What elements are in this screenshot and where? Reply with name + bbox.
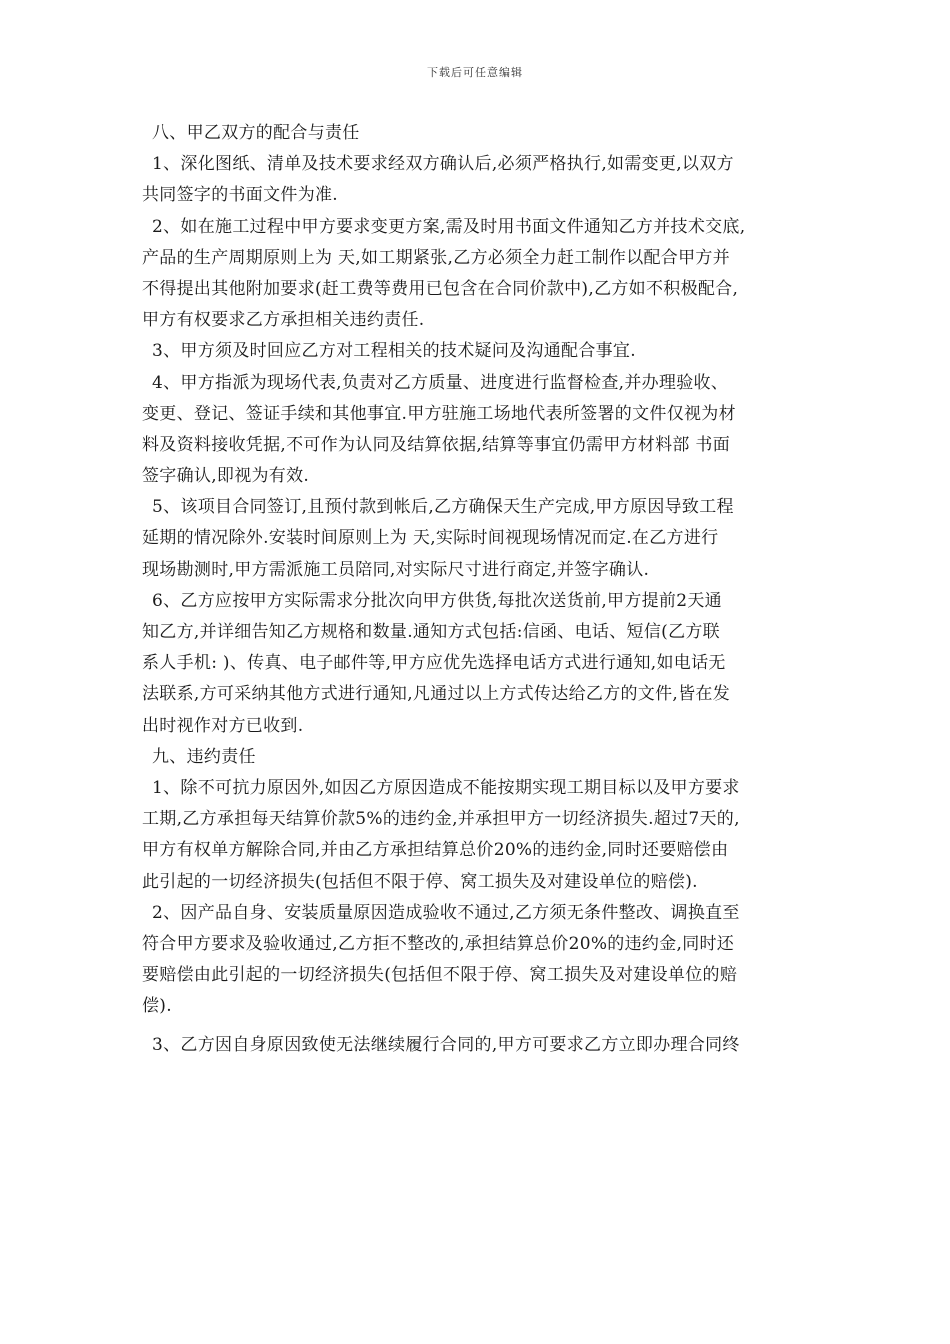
clause-line: 3、甲方须及时回应乙方对工程相关的技术疑问及沟通配合事宜. (152, 341, 636, 362)
clause-line: 5、该项目合同签订,且预付款到帐后,乙方确保天生产完成,甲方原因导致工程 (152, 497, 734, 518)
clause-line: 法联系,方可采纳其他方式进行通知,凡通过以上方式传达给乙方的文件,皆在发 (142, 684, 731, 705)
clause-line: 签字确认,即视为有效. (142, 466, 310, 487)
document-body (142, 118, 822, 1062)
clause-line: 2、如在施工过程中甲方要求变更方案,需及时用书面文件通知乙方并技术交底, (152, 216, 746, 237)
clause-line: 1、深化图纸、清单及技术要求经双方确认后,必须严格执行,如需变更,以双方 (152, 154, 734, 175)
clause-line: 甲方有权要求乙方承担相关违约责任. (142, 310, 425, 331)
clause-line: 变更、登记、签证手续和其他事宜.甲方驻施工场地代表所签署的文件仅视为材 (142, 403, 736, 424)
clause-line: 出时视作对方已收到. (142, 715, 304, 736)
section-heading: 八、甲乙双方的配合与责任 (152, 123, 360, 143)
clause-line: 偿). (142, 996, 172, 1017)
clause-line: 料及资料接收凭据,不可作为认同及结算依据,结算等事宜仍需甲方材料部 书面 (142, 434, 731, 455)
clause-line: 此引起的一切经济损失(包括但不限于停、窝工损失及对建设单位的赔偿). (142, 871, 698, 892)
clause-line: 现场勘测时,甲方需派施工员陪同,对实际尺寸进行商定,并签字确认. (142, 559, 650, 580)
clause-line: 3、乙方因自身原因致使无法继续履行合同的,甲方可要求乙方立即办理合同终 (152, 1035, 740, 1056)
clause-line: 要赔偿由此引起的一切经济损失(包括但不限于停、窝工损失及对建设单位的赔 (142, 965, 738, 986)
clause-line: 4、甲方指派为现场代表,负责对乙方质量、进度进行监督检查,并办理验收、 (152, 372, 729, 393)
clause-line: 6、乙方应按甲方实际需求分批次向甲方供货,每批次送货前,甲方提前2天通 (152, 590, 722, 611)
clause-line: 1、除不可抗力原因外,如因乙方原因造成不能按期实现工期目标以及甲方要求 (152, 777, 740, 798)
clause-line: 2、因产品自身、安装质量原因造成验收不通过,乙方须无条件整改、调换直至 (152, 902, 740, 923)
clause-line: 工期,乙方承担每天结算价款5%的违约金,并承担甲方一切经济损失.超过7天的, (142, 809, 740, 830)
clause-line: 不得提出其他附加要求(赶工费等费用已包含在合同价款中),乙方如不积极配合, (142, 278, 739, 299)
clause-line: 甲方有权单方解除合同,并由乙方承担结算总价20%的违约金,同时还要赔偿由 (142, 840, 729, 861)
clause-line: 延期的情况除外.安装时间原则上为 天,实际时间视现场情况而定.在乙方进行 (142, 528, 719, 549)
clause-line: 符合甲方要求及验收通过,乙方拒不整改的,承担结算总价20%的违约金,同时还 (142, 933, 735, 954)
clause-line: 产品的生产周期原则上为 天,如工期紧张,乙方必须全力赶工制作以配合甲方并 (142, 247, 731, 268)
clause-line: 共同签字的书面文件为准. (142, 185, 339, 206)
page-header-note: 下载后可任意编辑 (427, 66, 523, 79)
clause-line: 知乙方,并详细告知乙方规格和数量.通知方式包括:信函、电话、短信(乙方联 (142, 622, 720, 642)
clause-line: 系人手机: )、传真、电子邮件等,甲方应优先选择电话方式进行通知,如电话无 (142, 653, 726, 674)
section-heading: 九、违约责任 (152, 746, 256, 767)
